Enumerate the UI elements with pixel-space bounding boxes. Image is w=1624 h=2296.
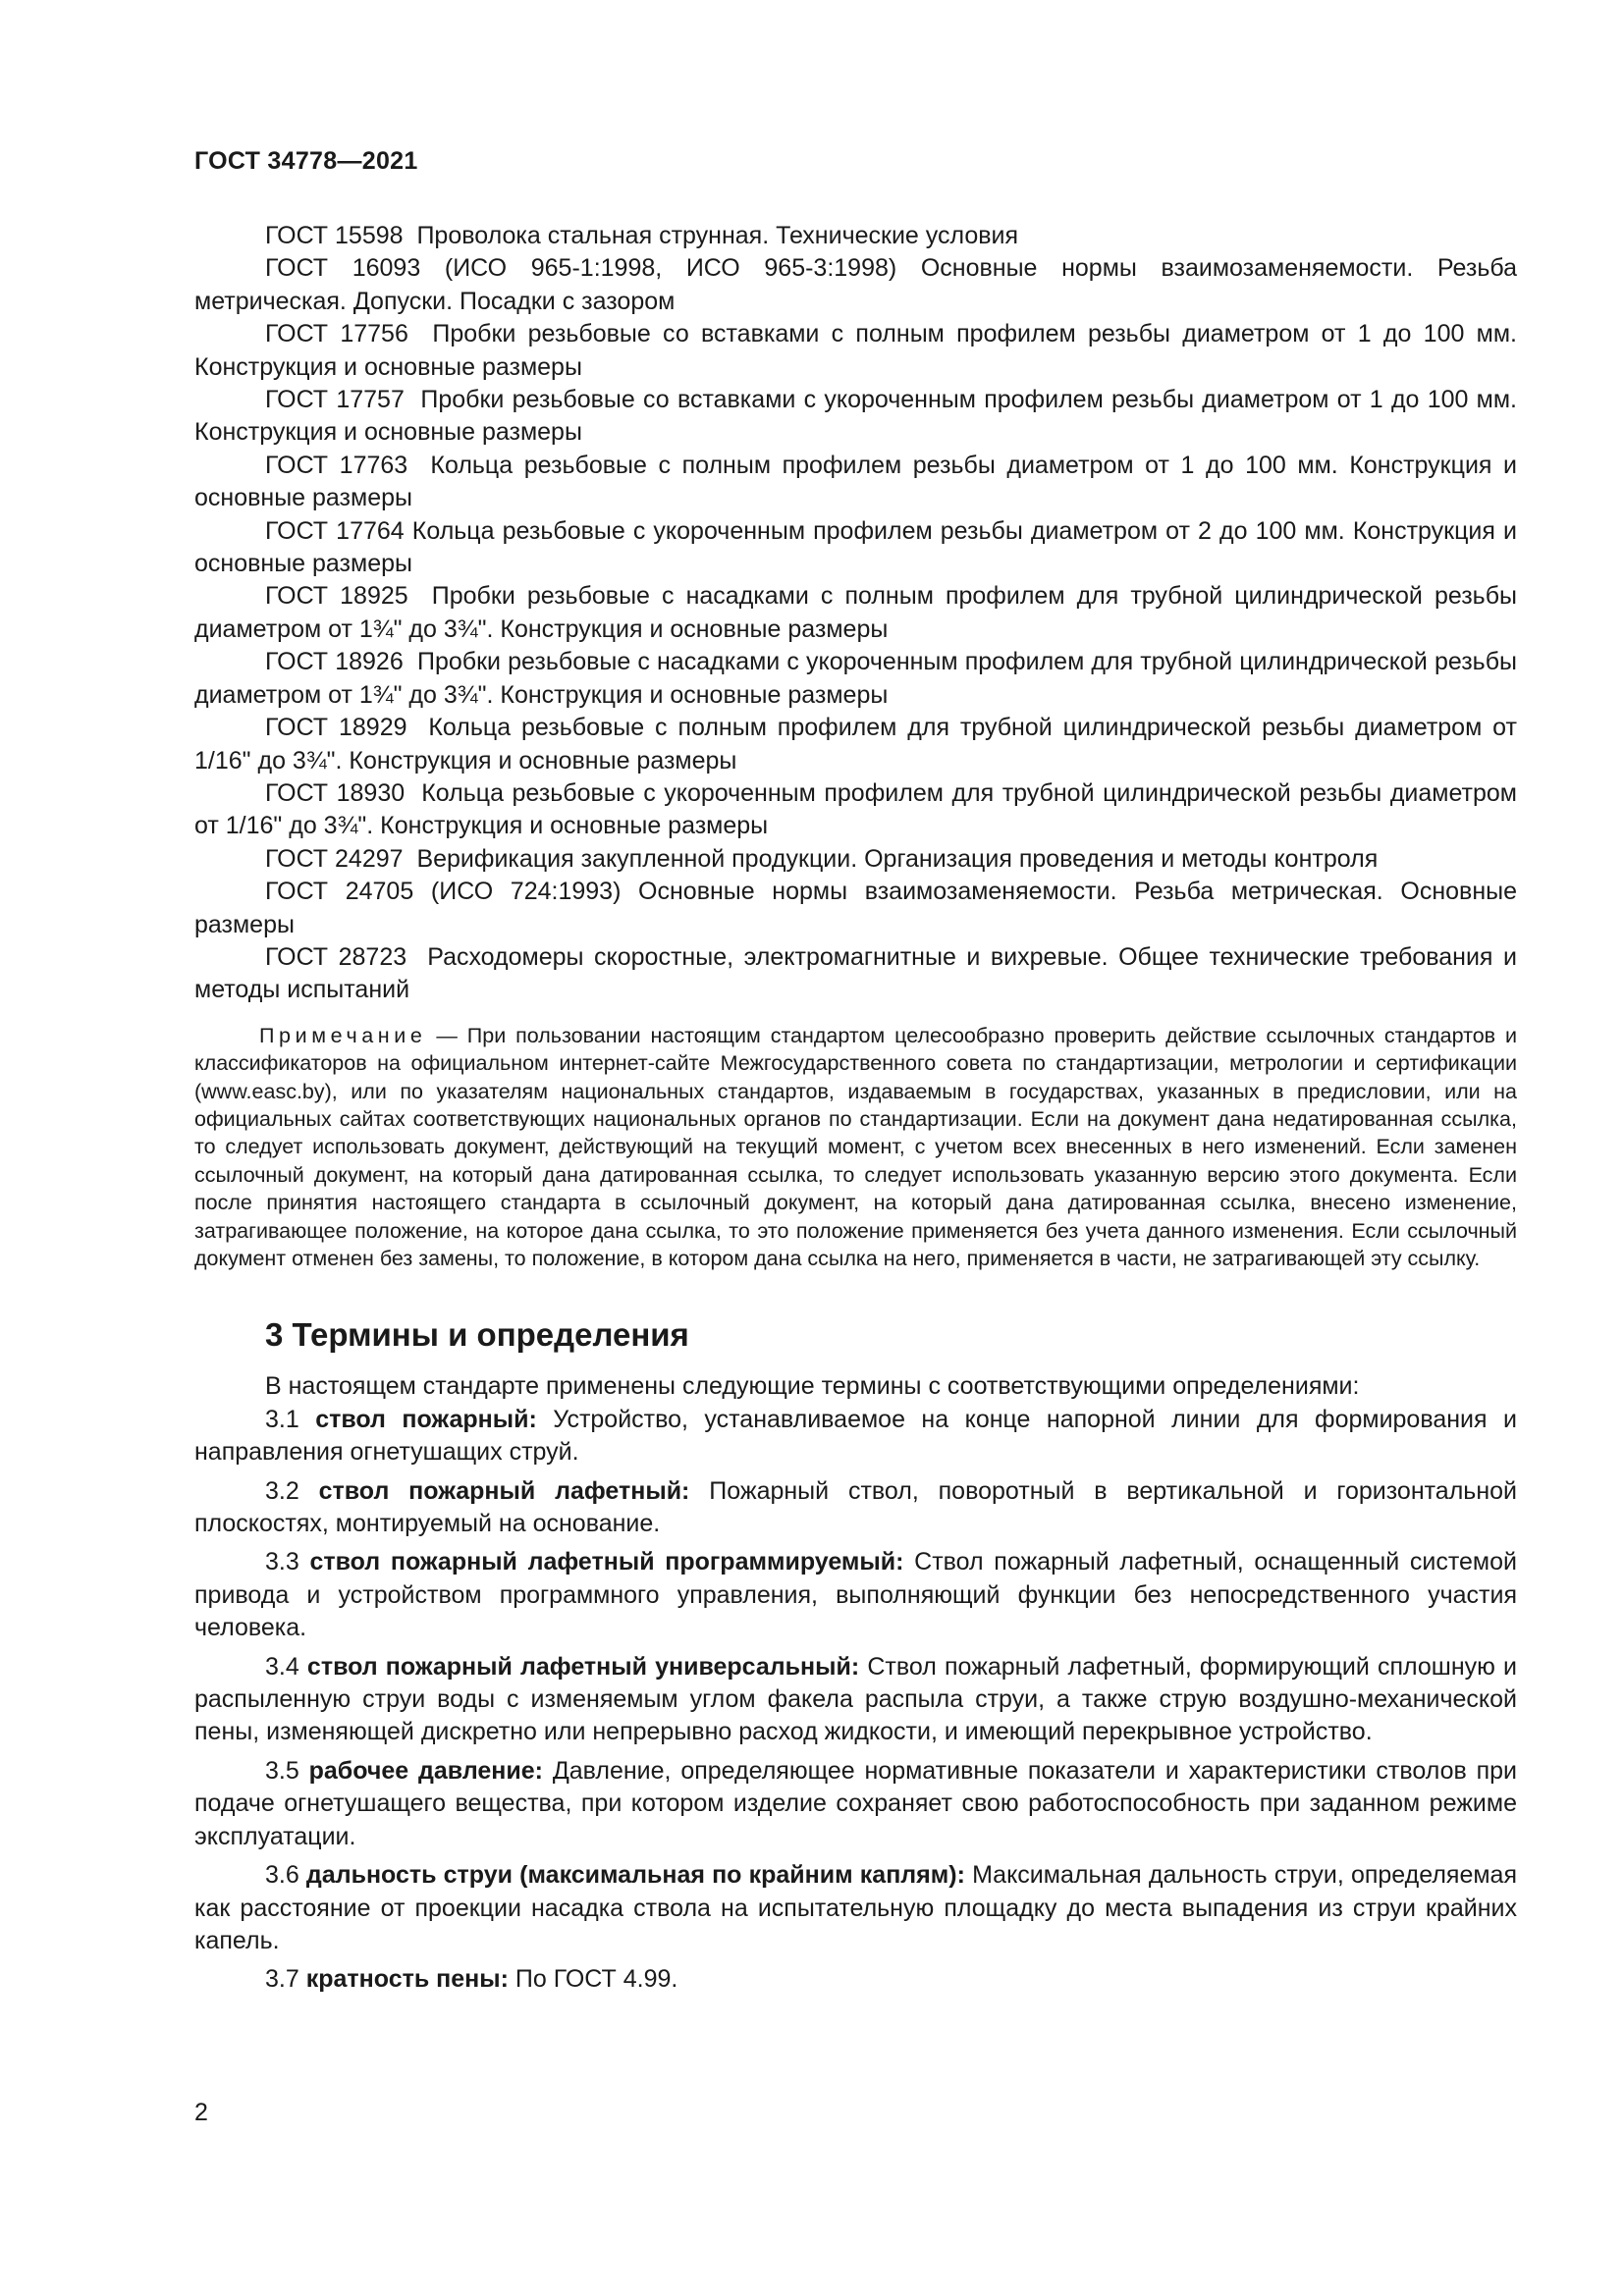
term-number: 3.6 [265,1861,299,1890]
term-entry [194,1475,1517,1541]
reference-item [194,712,1517,777]
term-number: 3.3 [265,1548,299,1576]
references-note [194,1022,1517,1273]
reference-title: Верификация закупленной продукции. Организация проведения и методы контроля [416,844,1379,873]
term-entry [194,1651,1517,1749]
term-entry [194,1755,1517,1853]
reference-item [194,515,1517,581]
reference-code: ГОСТ 15598 [265,222,404,249]
reference-item [194,220,1517,252]
reference-title: Пробки резьбовые со вставками с полным профилем резьбы диаметром от 1 до 100 мм. Конструкция и основные размеры [194,320,1517,381]
reference-title: Расходомеры скоростные, электромагнитные и вихревые. Общее технические требования и методы испытаний [194,942,1517,1004]
section-intro: В настоящем стандарте применены следующие термины с соответствующими определениями: [265,1372,1360,1401]
reference-item [194,318,1517,384]
term-number: 3.7 [265,1965,299,1994]
reference-item [194,384,1517,450]
term-definition: По ГОСТ 4.99. [514,1965,678,1994]
document-body [194,220,1517,2002]
term-definition: Ствол пожарный лафетный, оснащенный системой привода и устройством программного управления, выполняющий функции без непосредственного участия человека. [194,1548,1517,1642]
reference-code: ГОСТ 16093 [265,254,421,283]
term-name: рабочее давление: [308,1756,543,1785]
reference-title: Кольца резьбовые с укороченным профилем резьбы диаметром от 2 до 100 мм. Конструкция и основные размеры [194,516,1517,578]
reference-code: ГОСТ 17757 [265,386,405,414]
term-definition: Ствол пожарный лафетный, формирующий сплошную и распыленную струи воды с изменяемым углом факела распыла струи, а также струю воздушно-механической пены, изменяющей дискретно или непрерывно расход жидкости, и имеющий перекрывное устройство. [194,1652,1518,1746]
document-header: ГОСТ 34778—2021 [194,147,418,175]
reference-code: ГОСТ 18929 [265,714,407,742]
term-name: ствол пожарный лафетный универсальный: [306,1652,860,1681]
reference-title: Проволока стальная струнная. Технические условия [416,222,1019,249]
normative-references [194,220,1517,1007]
reference-code: ГОСТ 24705 [265,878,414,906]
reference-item [194,941,1517,1007]
reference-code: ГОСТ 18930 [265,778,406,807]
term-entry [194,1404,1517,1469]
note-text: — При пользовании настоящим стандартом целесообразно проверить действие ссылочных стандартов и классификаторов на официальном интернет-сайте Межгосударственного совета по стандартизации, метрологии и сертификации (www.easc.by), или по указателям национальных стандартов, издаваемым в государствах, указанных в предисловии, или на официальных сайтах соответствующих национальных органов по стандартизации. Если на документ дана недатированная ссылка, то следует использовать документ, действующий на текущий момент, с учетом всех внесенных в него изменений. Если заменен ссылочный документ, на который дана датированная ссылка, то следует использовать указанную версию этого документа. Если после принятия настоящего стандарта в ссылочный документ, на который дана датированная ссылка, внесено изменение, затрагивающее положение, на которое дана ссылка, то это положение применяется без учета данного изменения. Если ссылочный документ отменен без замены, то положение, в котором дана ссылка на него, применяется в части, не затрагивающей эту ссылку. [194,1023,1517,1270]
reference-code: ГОСТ 17756 [265,320,408,348]
term-entry [194,1546,1517,1644]
term-number: 3.1 [265,1405,299,1433]
term-definition: Давление, определяющее нормативные показатели и характеристики стволов при подаче огнетушащего вещества, при котором изделие сохраняет свою работоспособность при заданном режиме эксплуатации. [194,1756,1517,1850]
reference-title: Пробки резьбовые с насадками с полным профилем для трубной цилиндрической резьбы диаметром от 1¾" до 3¾". Конструкция и основные размеры [194,582,1517,643]
reference-title: Кольца резьбовые с полным профилем резьбы диаметром от 1 до 100 мм. Конструкция и основные размеры [194,451,1518,512]
terms-list [194,1404,1517,1997]
term-definition: Пожарный ствол, поворотный в вертикальной и горизонтальной плоскостях, монтируемый на основание. [194,1476,1518,1538]
reference-item [194,252,1517,318]
term-entry [194,1859,1517,1957]
reference-code: ГОСТ 18925 [265,582,408,611]
term-name: ствол пожарный: [315,1405,537,1433]
reference-item [194,450,1517,515]
reference-item [194,876,1517,941]
term-name: дальность струи (максимальная по крайним каплям): [305,1861,965,1890]
reference-code: ГОСТ 17763 [265,451,408,479]
reference-code: ГОСТ 28723 [265,942,407,971]
reference-item [194,777,1517,843]
term-name: кратность пены: [305,1965,509,1994]
page-number: 2 [194,2099,208,2126]
reference-code: ГОСТ 18926 [265,648,404,676]
reference-item [194,843,1517,876]
reference-title: (ИСО 965-1:1998, ИСО 965-3:1998) Основные нормы взаимозаменяемости. Резьба метрическая. Допуски. Посадки с зазором [194,254,1517,315]
term-definition: Устройство, устанавливаемое на конце напорной линии для формирования и направления огнетушащих струй. [194,1405,1517,1467]
reference-item [194,646,1517,712]
term-number: 3.4 [265,1652,299,1681]
reference-title: Пробки резьбовые со вставками с укороченным профилем резьбы диаметром от 1 до 100 мм. Конструкция и основные размеры [194,386,1517,447]
section-heading: 3 Термины и определения [265,1316,689,1354]
term-number: 3.5 [265,1756,299,1785]
term-name: ствол пожарный лафетный: [318,1476,690,1505]
reference-title: Пробки резьбовые с насадками с укороченным профилем для трубной цилиндрической резьбы диаметром от 1¾" до 3¾". Конструкция и основные размеры [194,648,1517,709]
term-entry [194,1963,1517,1996]
term-definition: Максимальная дальность струи, определяемая как расстояние от проекции насадка ствола на испытательную площадку до места выпадения из струи крайних капель. [194,1861,1517,1954]
reference-title: Кольца резьбовые с полным профилем для трубной цилиндрической резьбы диаметром от 1/16" до 3¾". Конструкция и основные размеры [194,714,1517,774]
term-name: ствол пожарный лафетный программируемый: [309,1548,904,1576]
reference-item [194,580,1517,646]
term-number: 3.2 [265,1476,299,1505]
reference-code: ГОСТ 17764 [265,516,405,545]
note-label: Примечание [259,1023,427,1047]
reference-title: (ИСО 724:1993) Основные нормы взаимозаменяемости. Резьба метрическая. Основные размеры [194,878,1518,938]
reference-code: ГОСТ 24297 [265,844,404,873]
reference-title: Кольца резьбовые с укороченным профилем для трубной цилиндрической резьбы диаметром от 1/16" до 3¾". Конструкция и основные размеры [194,778,1517,840]
